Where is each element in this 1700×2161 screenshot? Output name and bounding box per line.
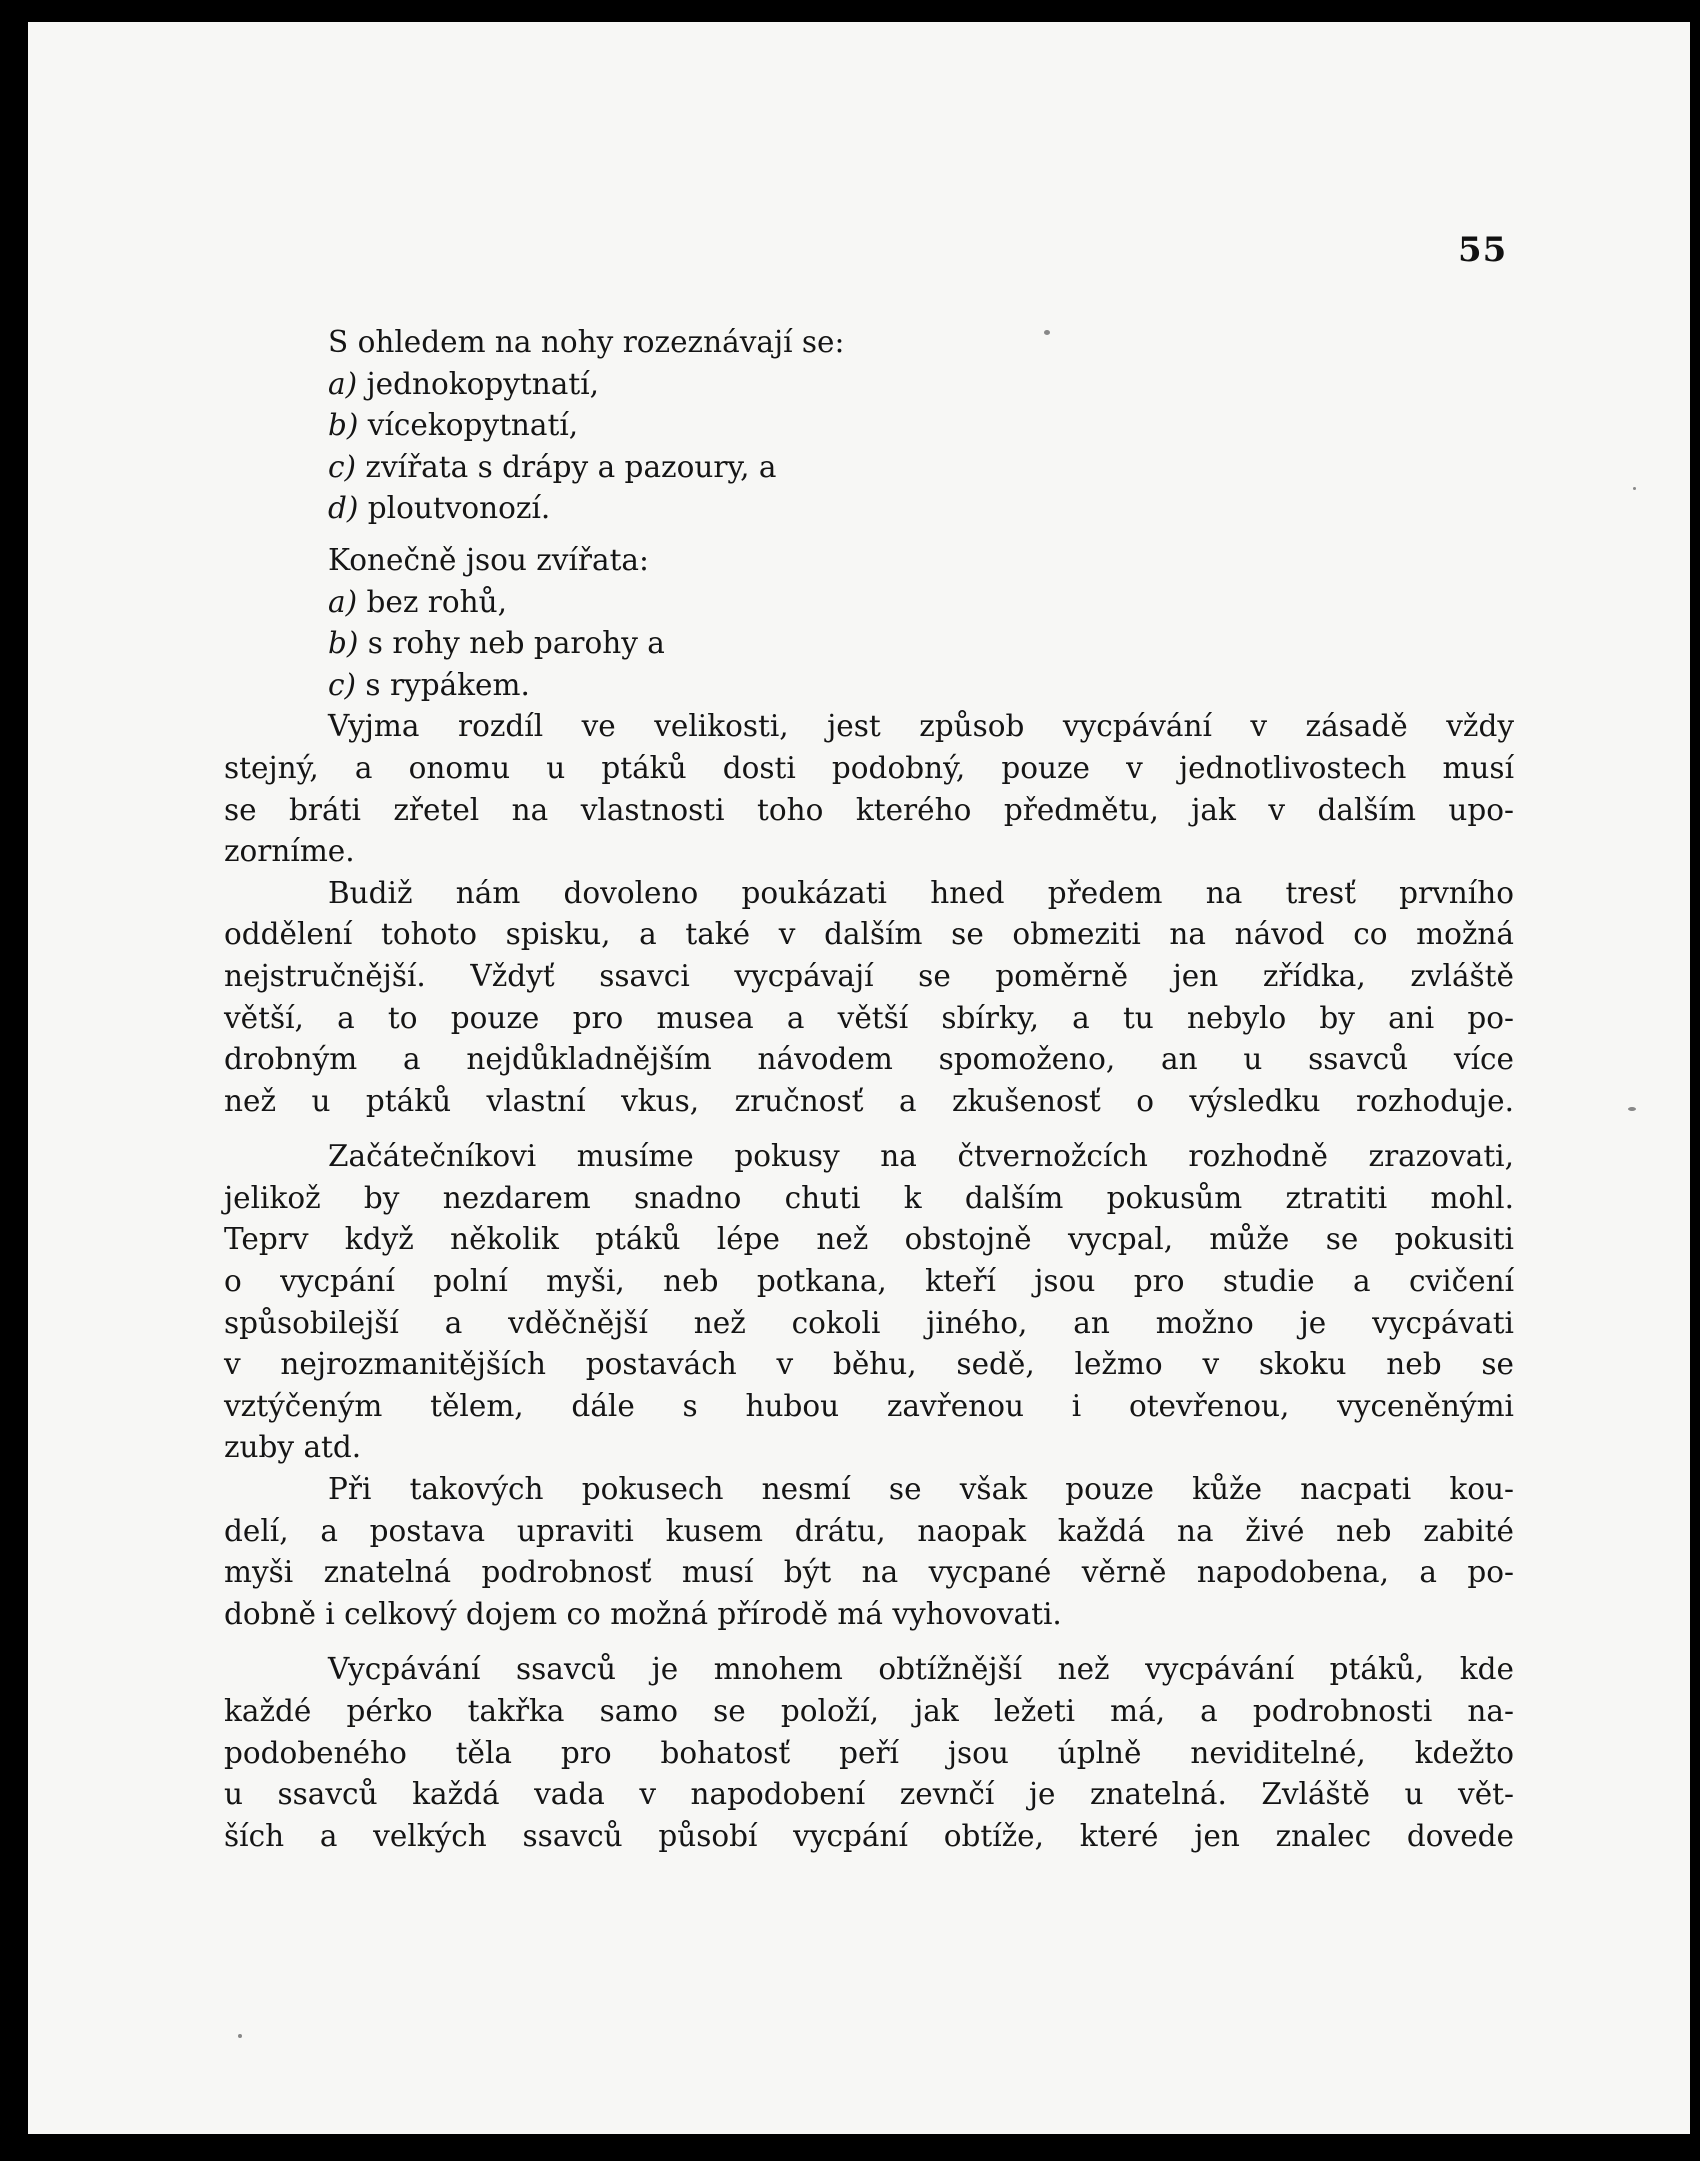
list-text: jednokopytnatí,: [366, 366, 600, 401]
list-item: [224, 665, 1514, 707]
dust-speck: [1628, 1107, 1636, 1111]
dust-speck: [1633, 487, 1636, 490]
paragraph-line: myši znatelná podrobnosť musí být na vycpané věrně napodobena, a po-: [224, 1555, 1514, 1590]
list-item: [224, 623, 1514, 665]
list-item: [224, 447, 1514, 489]
dust-speck: [1044, 330, 1050, 335]
paragraph-line: Při takových pokusech nesmí se však pouze kůže nacpati kou-: [328, 1472, 1514, 1507]
list-label: a): [328, 366, 358, 401]
list-text: bez rohů,: [366, 584, 507, 619]
list-label: a): [328, 584, 358, 619]
paragraph-line: každé pérko takřka samo se položí, jak ležeti má, a podrobnosti na-: [224, 1694, 1514, 1728]
intro-line: S ohledem na nohy rozeznávají se:: [328, 325, 845, 359]
paragraph-line: v nejrozmanitějších postavách v běhu, sedě, ležmo v skoku neb se: [224, 1347, 1514, 1382]
paragraph-line: u ssavců každá vada v napodobení zevnčí je znatelná. Zvláště u vět-: [224, 1777, 1514, 1812]
paragraph-line: delí, a postava upraviti kusem drátu, naopak každá na živé neb zabité: [224, 1513, 1514, 1548]
paragraph-line: stejný, a onomu u ptáků dosti podobný, pouze v jednotlivostech musí: [224, 750, 1514, 785]
paragraph-line: Vycpávání ssavců je mnohem obtížnější než vycpávání ptáků, kde: [328, 1652, 1514, 1687]
paragraph-line: drobným a nejdůkladnějším návodem spomoženo, an u ssavců více: [224, 1042, 1514, 1077]
paragraph-line: jelikož by nezdarem snadno chuti k dalším pokusům ztratiti mohl.: [224, 1180, 1514, 1215]
book-page: [28, 22, 1690, 2134]
paragraph-line: ších a velkých ssavců působí vycpání obtíže, které jen znalec dovede: [224, 1818, 1514, 1853]
paragraph-line: podobeného těla pro bohatosť peří jsou úplně neviditelné, kdežto: [224, 1735, 1514, 1770]
list-item: [224, 405, 1514, 447]
list-text: s rohy neb parohy a: [367, 626, 665, 661]
paragraph-line: se bráti zřetel na vlastnosti toho kterého předmětu, jak v dalším upo-: [224, 792, 1514, 827]
paragraph-line: Teprv když několik ptáků lépe než obstojně vycpal, může se pokusiti: [224, 1222, 1514, 1257]
page-text: [224, 322, 1514, 1857]
list-label: c): [328, 667, 357, 702]
paragraph-line: vztýčeným tělem, dále s hubou zavřenou i otevřenou, vyceněnými: [224, 1388, 1514, 1423]
list-label: b): [328, 408, 359, 443]
list-text: s rypákem.: [365, 667, 530, 702]
paragraph-line: než u ptáků vlastní vkus, zručnosť a zkušenosť o výsledku rozhoduje.: [224, 1083, 1514, 1118]
dust-speck: [238, 2034, 242, 2038]
scan-edge: [0, 0, 28, 2161]
paragraph-line: nejstručnější. Vždyť ssavci vycpávají se poměrně jen zřídka, zvláště: [224, 958, 1514, 993]
page-number: 55: [1458, 230, 1508, 270]
list-item: [224, 488, 1514, 530]
paragraph-line: zorníme.: [224, 834, 355, 869]
paragraph-line: dobně i celkový dojem co možná přírodě má vyhovovati.: [224, 1596, 1062, 1631]
list-label: c): [328, 449, 357, 484]
list-text: vícekopytnatí,: [367, 408, 579, 443]
paragraph-line: větší, a to pouze pro musea a větší sbírky, a tu nebylo by ani po-: [224, 1000, 1514, 1035]
paragraph-line: Budiž nám dovoleno poukázati hned předem na tresť prvního: [328, 875, 1514, 910]
paragraph-line: o vycpání polní myši, neb potkana, kteří jsou pro studie a cvičení: [224, 1264, 1514, 1299]
list-item: [224, 364, 1514, 406]
paragraph-line: Začátečníkovi musíme pokusy na čtvernožcích rozhodně zrazovati,: [328, 1139, 1514, 1174]
paragraph-line: zuby atd.: [224, 1430, 362, 1465]
list-item: [224, 582, 1514, 624]
list-label: b): [328, 626, 359, 661]
paragraph-line: oddělení tohoto spisku, a také v dalším se obmeziti na návod co možná: [224, 917, 1514, 952]
intro2-line: Konečně jsou zvířata:: [328, 542, 649, 577]
list-label: d): [328, 491, 359, 526]
list-text: ploutvonozí.: [367, 491, 551, 526]
paragraph-line: spůsobilejší a vděčnější než cokoli jiného, an možno je vycpávati: [224, 1305, 1514, 1340]
paragraph-line: Vyjma rozdíl ve velikosti, jest způsob vycpávání v zásadě vždy: [328, 709, 1514, 744]
list-text: zvířata s drápy a pazoury, a: [365, 449, 777, 484]
